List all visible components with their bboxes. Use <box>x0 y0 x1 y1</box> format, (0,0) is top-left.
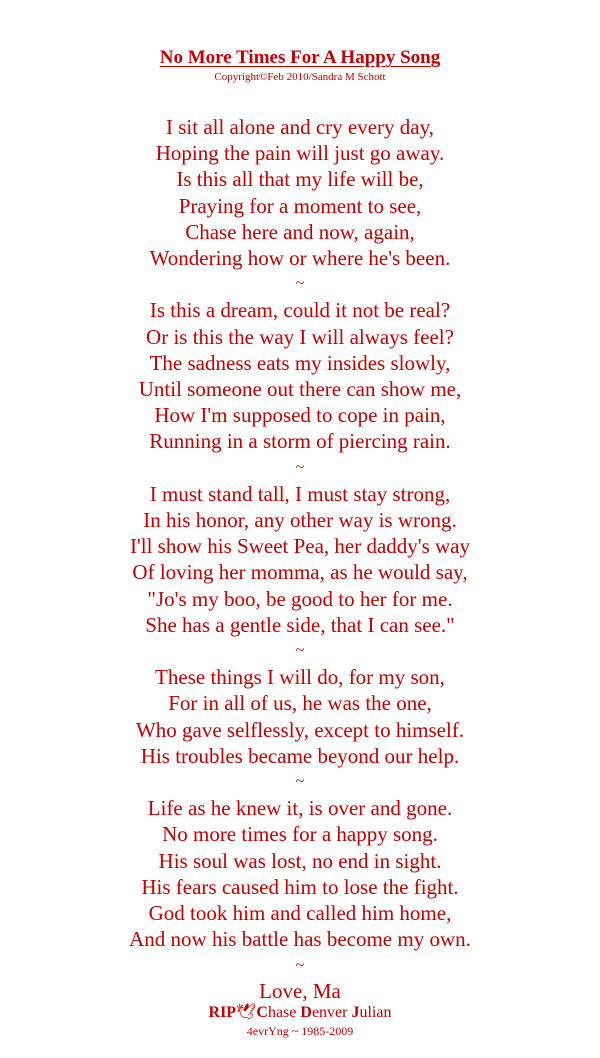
poem-line: Wondering how or where he's been. <box>149 246 451 271</box>
poem-line: I must stand tall, I must stay strong, <box>149 481 451 506</box>
dove-icon: 🕊 <box>236 1003 257 1021</box>
poem-line: No more times for a happy song. <box>162 822 438 847</box>
poem-title: No More Times For A Happy Song <box>159 47 441 68</box>
stanza-separator: ~ <box>295 275 305 293</box>
poem-line: His soul was lost, no end in sight. <box>158 848 442 873</box>
poem-line: Life as he knew it, is over and gone. <box>147 796 453 821</box>
stanza-3 <box>0 481 600 638</box>
poem-line: And now his battle has become my own. <box>129 927 471 952</box>
poem-line: Praying for a moment to see, <box>178 193 422 218</box>
memorial-years: 4evrYng ~ 1985-2009 <box>246 1023 354 1038</box>
poem-line: How I'm supposed to cope in pain, <box>154 403 446 428</box>
poem-line: The sadness eats my insides slowly, <box>149 350 451 375</box>
stanza-separator: ~ <box>295 773 305 791</box>
poem-line: Chase here and now, again, <box>185 219 415 244</box>
poem-line: For in all of us, he was the one, <box>168 691 432 716</box>
copyright-notice: Copyright©Feb 2010/Sandra M Schott <box>214 71 386 83</box>
poem-line: Or is this the way I will always feel? <box>146 324 454 349</box>
rip-label: RIP <box>208 1003 237 1021</box>
poem-line: Is this a dream, could it not be real? <box>149 298 451 323</box>
poem-line: These things I will do, for my son, <box>155 665 445 690</box>
poem-line: In his honor, any other way is wrong. <box>143 508 457 533</box>
stanza-1 <box>0 114 600 271</box>
poem-body <box>0 114 600 1039</box>
poem-line: I sit all alone and cry every day, <box>165 115 435 139</box>
stanza-separator: ~ <box>295 642 305 660</box>
poem-line: Of loving her momma, as he would say, <box>132 560 468 585</box>
poem-line: Who gave selflessly, except to himself. <box>135 717 465 742</box>
poem-line: His troubles became beyond our help. <box>140 743 460 768</box>
poem-line: Until someone out there can show me, <box>138 377 462 402</box>
poem-line: Running in a storm of piercing rain. <box>149 429 451 454</box>
poem-line: Is this all that my life will be, <box>176 167 424 192</box>
stanza-separator: ~ <box>295 956 305 974</box>
poem-line: God took him and called him home, <box>148 901 452 926</box>
stanza-2 <box>0 297 600 454</box>
poem-line: Hoping the pain will just go away. <box>155 141 445 166</box>
poem-line: I'll show his Sweet Pea, her daddy's way <box>129 534 470 559</box>
stanza-separator: ~ <box>295 458 305 476</box>
poem-line: "Jo's my boo, be good to her for me. <box>147 586 453 611</box>
stanza-5 <box>0 795 600 952</box>
poem-line: His fears caused him to lose the fight. <box>141 874 459 899</box>
poem-line: She has a gentle side, that I can see." <box>145 612 455 637</box>
stanza-4 <box>0 664 600 769</box>
signoff: Love, Ma <box>259 978 341 1003</box>
memorial-line: RIP🕊Chase Denver Julian <box>208 1003 392 1021</box>
